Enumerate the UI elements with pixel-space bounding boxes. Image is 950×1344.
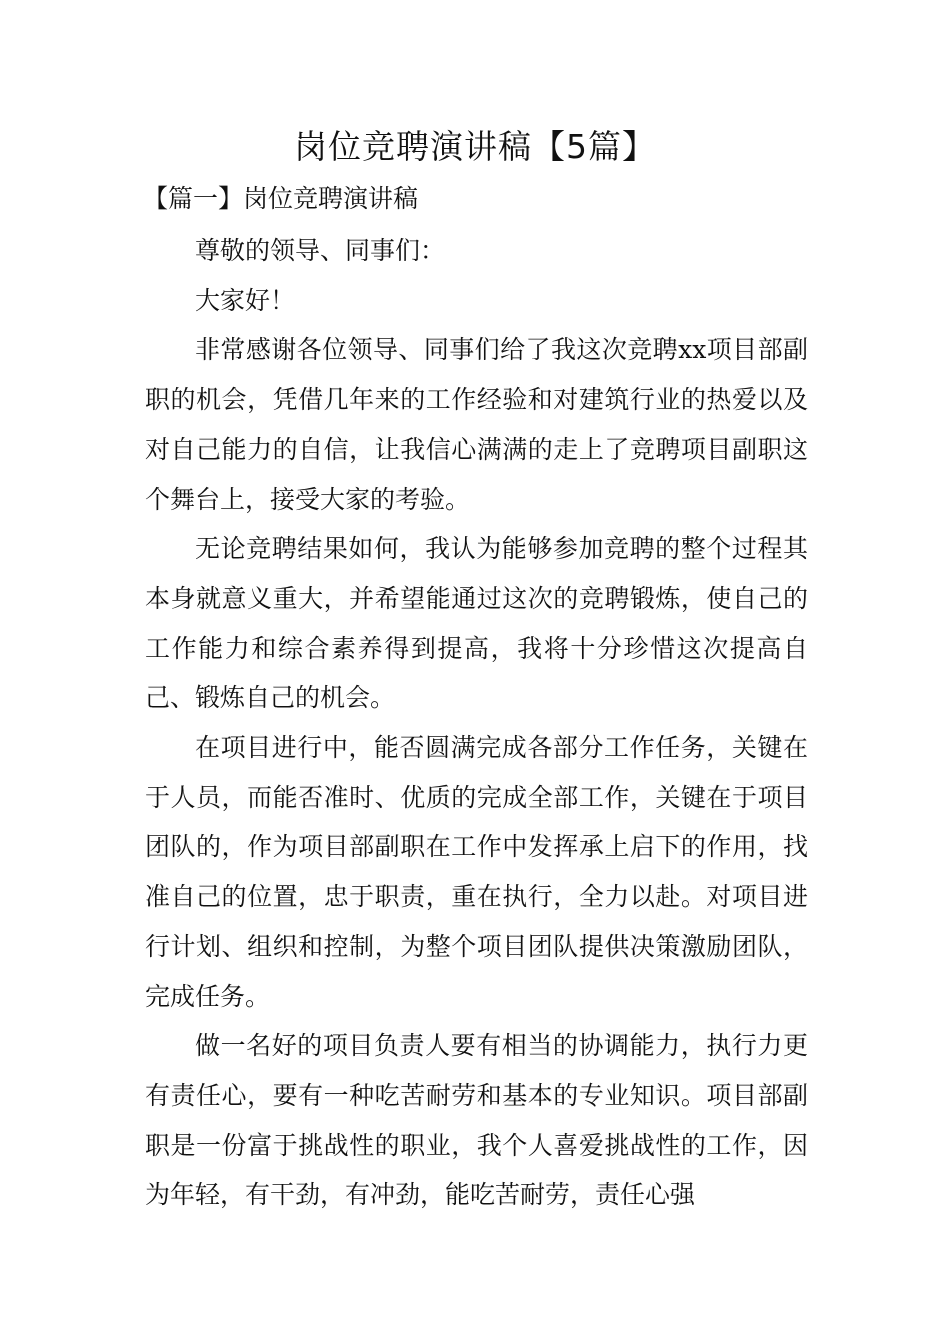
paragraph-project-role: 在项目进行中，能否圆满完成各部分工作任务，关键在于人员，而能否准时、优质的完成全部工作，关键在于项目团队的，作为项目部副职在工作中发挥承上启下的作用，找准自己的位置，忠于职责，重在执行，全力以赴。对项目进行计划、组织和控制，为整个项目团队提供决策激励团队，完成任务。 (145, 733, 808, 1011)
document-body (145, 226, 808, 1220)
paragraph-qualities: 做一名好的项目负责人要有相当的协调能力，执行力更有责任心，要有一种吃苦耐劳和基本的专业知识。项目部副职是一份富于挑战性的职业，我个人喜爱挑战性的工作，因为年轻，有干劲，有冲劲，能吃苦耐劳，责任心强 (145, 1031, 808, 1210)
paragraph-greeting: 大家好！ (195, 285, 296, 315)
paragraph-thanks: 非常感谢各位领导、同事们给了我这次竞聘xx项目部副职的机会，凭借几年来的工作经验和对建筑行业的热爱以及对自己能力的自信，让我信心满满的走上了竞聘项目副职这个舞台上，接受大家的考验。 (145, 335, 808, 514)
section-heading: 【篇一】岗位竞聘演讲稿 (143, 184, 419, 213)
document-title: 岗位竞聘演讲稿【5篇】 (294, 127, 656, 166)
paragraph-salutation: 尊敬的领导、同事们： (195, 236, 446, 265)
paragraph-significance: 无论竞聘结果如何，我认为能够参加竞聘的整个过程其本身就意义重大，并希望能通过这次的竞聘锻炼，使自己的工作能力和综合素养得到提高，我将十分珍惜这次提高自己、锻炼自己的机会。 (145, 534, 808, 713)
